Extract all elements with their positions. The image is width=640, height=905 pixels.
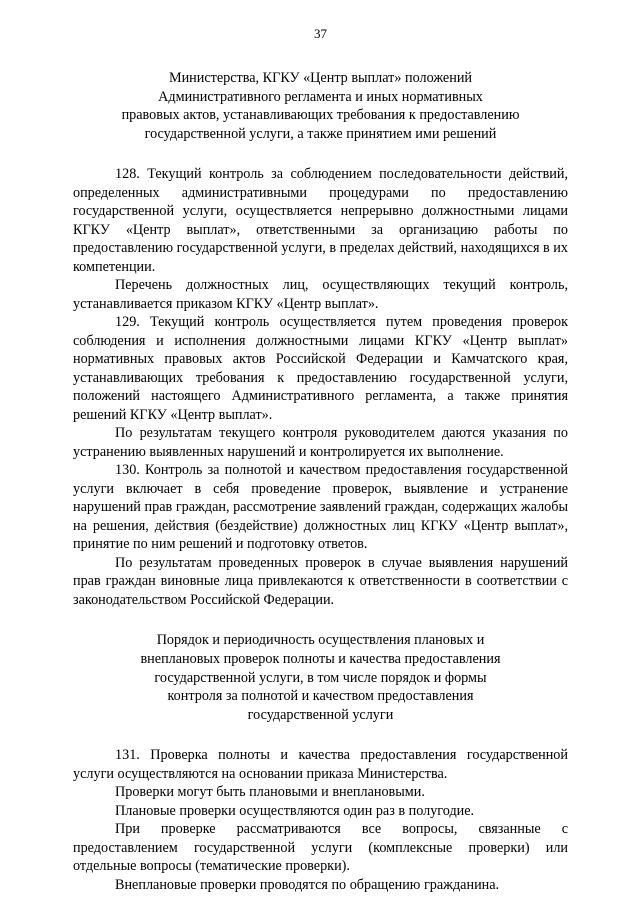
- heading-line: Административного регламента и иных нормативных: [158, 88, 483, 105]
- heading-line: внеплановых проверок полноты и качества предоставления: [140, 650, 501, 667]
- heading-line: Министерства, КГКУ «Центр выплат» положений: [168, 70, 473, 86]
- heading-line: контроля за полнотой и качеством предоставления: [167, 688, 474, 705]
- paragraph-control-results: По результатам текущего контроля руководителем даются указания по устранению выявленных нарушений и контролируется их выполнение.: [73, 425, 568, 460]
- paragraph-officials-list: Перечень должностных лиц, осуществляющих текущий контроль, устанавливается приказом КГКУ «Центр выплат».: [73, 277, 568, 312]
- section-current-control: [73, 165, 568, 609]
- paragraph-129: 129. Текущий контроль осуществляется путем проведения проверок соблюдения и исполнения должностными лицами КГКУ «Центр выплат» нормативных правовых актов Российской Федерации и Камчатского края, устанавливающих требования к предоставлению государственной услуги, положений настоящего Административного регламента, а также принятия решений КГКУ «Центр выплат».: [73, 314, 568, 423]
- paragraph-inspection-types: Проверки могут быть плановыми и внеплановыми.: [115, 784, 425, 801]
- paragraph-planned-inspections: Плановые проверки осуществляются один раз в полугодие.: [115, 802, 475, 819]
- heading-line: правовых актов, устанавливающих требования к предоставлению: [121, 107, 520, 124]
- paragraph-inspection-scope: При проверке рассматриваются все вопросы, связанные с предоставлением государственной услуги (комплексные проверки) или отдельные вопросы (тематические проверки).: [73, 821, 568, 875]
- paragraph-128: 128. Текущий контроль за соблюдением последовательности действий, определенных административными процедурами по предоставлению государственной услуги, осуществляется непрерывно должностными лицами КГКУ «Центр выплат», ответственными за организацию работы по предоставлению государственной услуги, в пределах действий, находящихся в их компетенции.: [73, 166, 568, 275]
- section-heading-inspections: [73, 631, 568, 724]
- paragraph-131: 131. Проверка полноты и качества предоставления государственной услуги осуществляются на основании приказа Министерства.: [73, 747, 568, 782]
- heading-line: государственной услуги: [247, 706, 394, 723]
- heading-line: государственной услуги, а также принятием ими решений: [144, 125, 497, 142]
- paragraph-130: 130. Контроль за полнотой и качеством предоставления государственной услуги включает в себя проведение проверок, выявление и устранение нарушений прав граждан, рассмотрение заявлений граждан, содержащих жалобы на решения, действия (бездействие) должностных лиц КГКУ «Центр выплат», принятие по ним решений и подготовку ответов.: [73, 462, 568, 553]
- paragraph-unplanned-inspections: Внеплановые проверки проводятся по обращению гражданина.: [115, 876, 500, 893]
- section-heading-control-decisions: [73, 69, 568, 143]
- heading-line: Порядок и периодичность осуществления плановых и: [156, 632, 485, 649]
- section-inspections: [73, 746, 568, 894]
- heading-line: государственной услуги, в том числе порядок и формы: [154, 669, 487, 686]
- page-number: 37: [314, 26, 327, 41]
- paragraph-liability: По результатам проведенных проверок в случае выявления нарушений прав граждан виновные лица привлекаются к ответственности в соответствии с законодательством Российской Федерации.: [73, 554, 568, 608]
